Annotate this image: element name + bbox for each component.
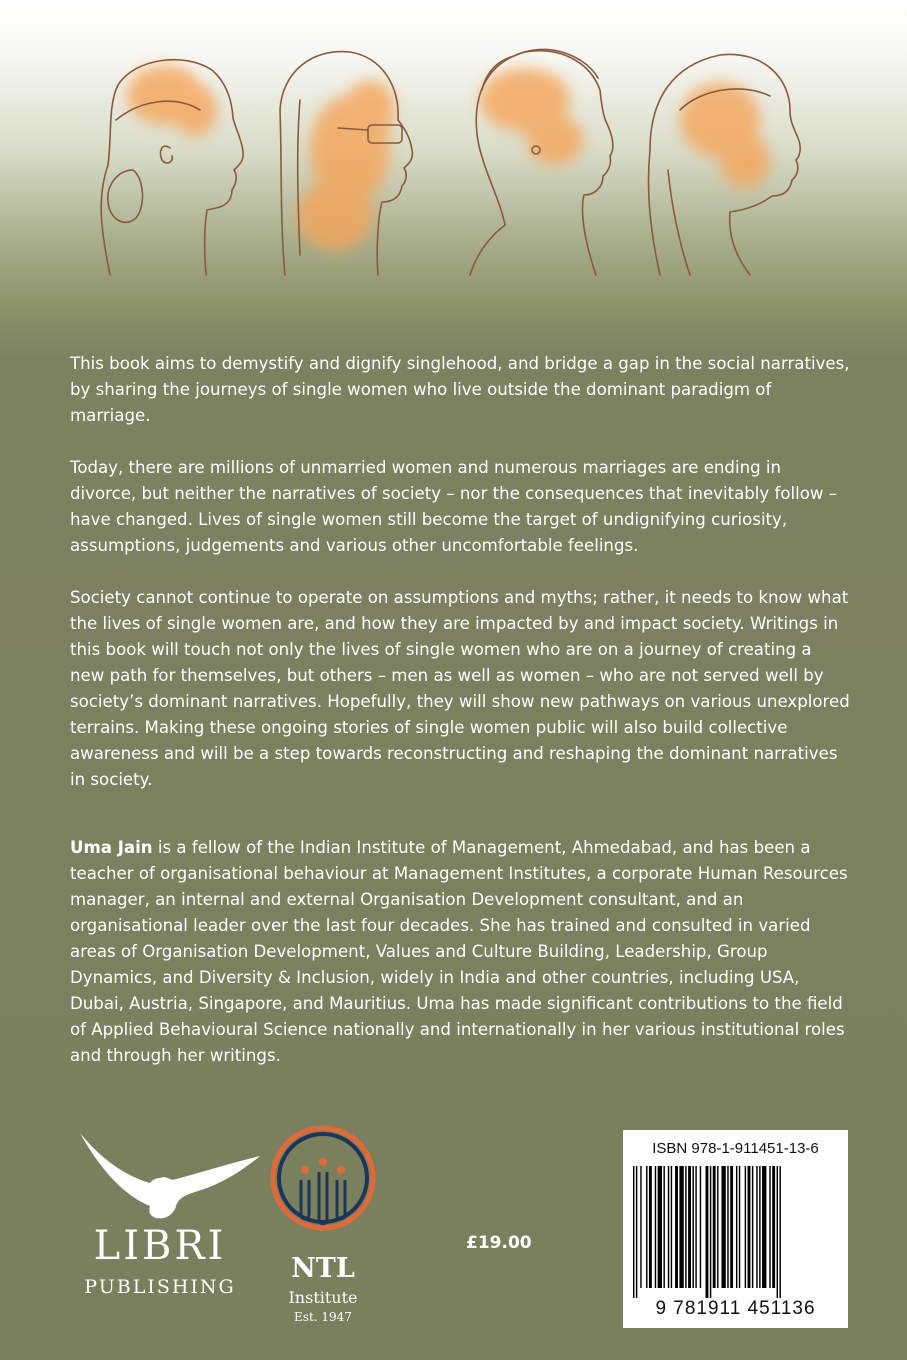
ntl-established: Est. 1947 [294, 1310, 352, 1324]
ntl-logo-icon [268, 1120, 378, 1250]
publisher-subtitle: PUBLISHING [84, 1276, 236, 1298]
isbn-label: ISBN 978-1-911451-13-6 [652, 1140, 819, 1157]
ntl-name: NTL [291, 1253, 355, 1284]
author-bio-text: is a fellow of the Indian Institute of Management, Ahmedabad, and has been a teacher of organisational behaviour at Management Institutes, a corporate Human Resources manager, an internal and external Organisation Development consultant, and an organisational leader over the last four decades. She has trained and consulted in varied areas of Organisation Development, Values and Culture Building, Leadership, Group Dynamics, and Diversity & Inclusion, widely in India and other countries, including USA, Dubai, Austria, Singapore, and Mauritius. Uma has made significant contributions to the field of Applied Behavioural Science nationally and internationally in her various institutional roles and through her writings. [70, 838, 848, 1065]
eagle-logo-icon [60, 1128, 260, 1223]
cover-illustration [0, 0, 907, 330]
ntl-institute: Institute [288, 1288, 358, 1307]
author-name: Uma Jain [70, 838, 153, 857]
price: £19.00 [466, 1233, 532, 1253]
libri-publishing-logo [60, 1128, 260, 1308]
author-bio [70, 835, 850, 1069]
barcode-digits: 9 781911 451136 [655, 1298, 816, 1319]
barcode-icon [631, 1166, 841, 1298]
barcode-panel [623, 1130, 848, 1328]
blurb-paragraph-3: Society cannot continue to operate on assumptions and myths; rather, it needs to know what the lives of single women are, and how they are impacted by and impact society. Writings in this book will touch not only the lives of single women who are on a journey of creating a new path for themselves, but others – men as well as women – who are not served well by society’s dominant narratives. Hopefully, they will show new pathways on various unexplored terrains. Making these ongoing stories of single women public will also build collective awareness and will be a step towards reconstructing and reshaping the dominant narratives in society. [70, 588, 850, 789]
blurb-paragraph-2: Today, there are millions of unmarried women and numerous marriages are ending in divorce, but neither the narratives of society – nor the consequences that inevitably follow – have changed. Lives of single women still become the target of undignifying curiosity, assumptions, judgements and various other uncomfortable feelings. [70, 458, 838, 555]
ntl-institute-logo [268, 1120, 378, 1324]
publisher-name: LIBRI [93, 1223, 227, 1269]
blurb-paragraph-1: This book aims to demystify and dignify singlehood, and bridge a gap in the social narratives, by sharing the journeys of single women who live outside the dominant paradigm of marriage. [70, 354, 850, 425]
